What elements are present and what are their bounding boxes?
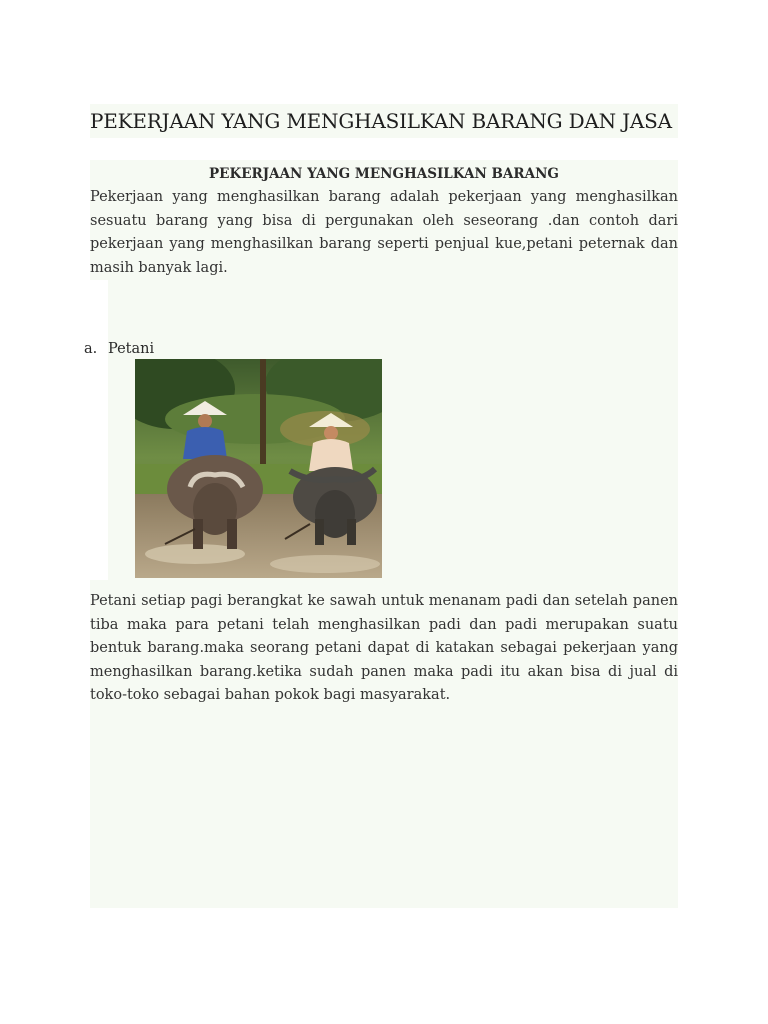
petani-paragraph: Petani setiap pagi berangkat ke sawah untuk menanam padi dan setelah panen tiba maka para petani telah menghasilkan padi dan padi merupakan suatu bentuk barang.maka seorang petani dapat di katakan sebagai pekerjaan yang menghasilkan barang.ketika sudah panen maka padi itu akan bisa di jual di toko-toko sebagai bahan pokok bagi masyarakat.: [90, 593, 678, 703]
farmers-with-water-buffalo-photo: [135, 359, 382, 578]
intro-paragraph: Pekerjaan yang menghasilkan barang adalah pekerjaan yang menghasilkan sesuatu barang yang bisa di pergunakan oleh seseorang .dan contoh dari pekerjaan yang menghasilkan barang seperti penjual kue,petani peternak dan masih banyak lagi.: [90, 189, 678, 276]
page-title: PEKERJAAN YANG MENGHASILKAN BARANG DAN JASA: [90, 104, 678, 138]
list-item-petani: [84, 338, 154, 360]
list-marker: a.: [84, 341, 98, 357]
list-item-label: Petani: [108, 341, 155, 357]
section-heading: PEKERJAAN YANG MENGHASILKAN BARANG: [209, 166, 559, 182]
